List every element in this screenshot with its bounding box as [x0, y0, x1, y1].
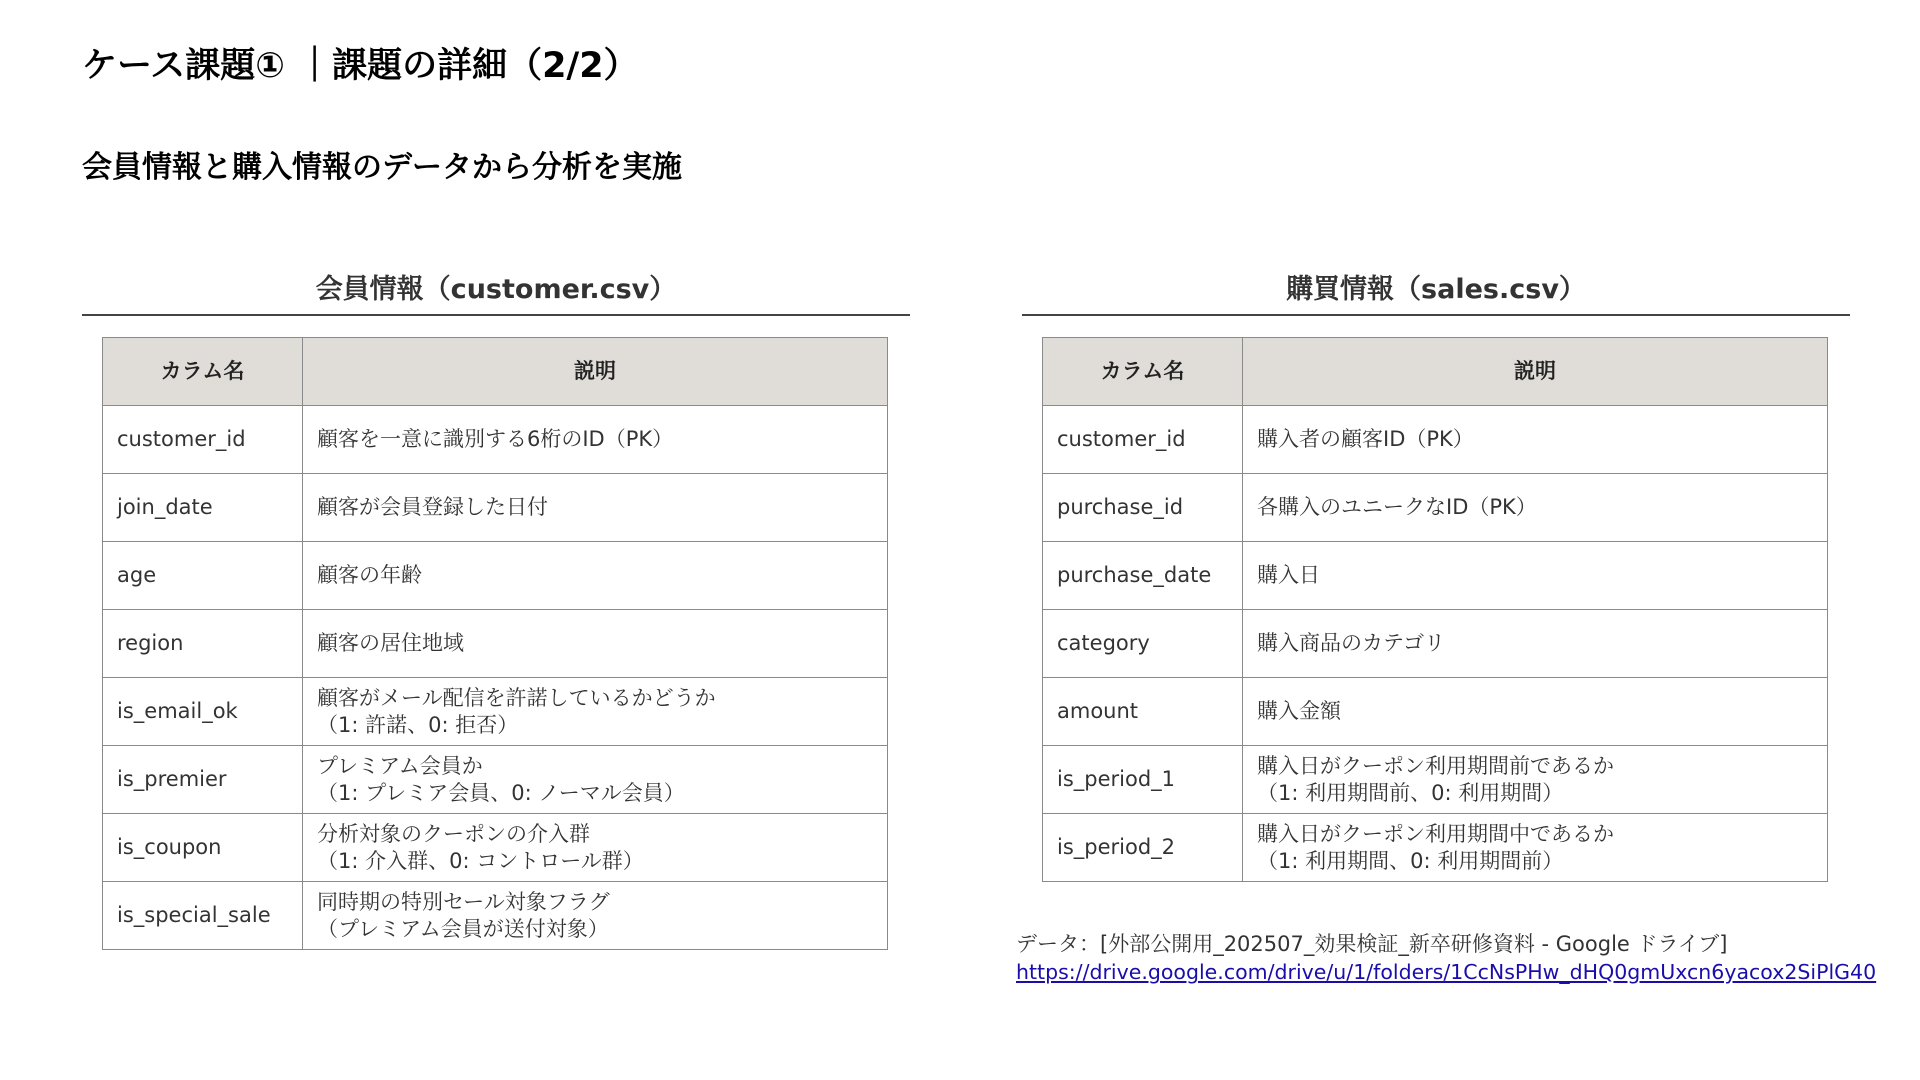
description-line: （1: 利用期間前、0: 利用期間） [1257, 780, 1564, 805]
description-cell [303, 882, 888, 950]
table-row [1043, 746, 1828, 814]
table-row [103, 746, 888, 814]
description-cell [1243, 814, 1828, 882]
description-line: （プレミアム会員が送付対象） [317, 916, 609, 941]
column-name-cell: is_coupon [103, 814, 303, 882]
sales-table-title: 購買情報（sales.csv） [1286, 274, 1586, 305]
column-name-cell: customer_id [1043, 406, 1243, 474]
table-row [103, 814, 888, 882]
description-line: （1: 介入群、0: コントロール群） [317, 848, 644, 873]
description-header: 説明 [1243, 338, 1828, 406]
description-cell [1243, 474, 1828, 542]
description-cell [303, 678, 888, 746]
data-source-link[interactable]: https://drive.google.com/drive/u/1/folders/1CcNsPHw_dHQ0gmUxcn6yacox2SiPlG40 [1016, 960, 1877, 984]
column-name-cell: purchase_id [1043, 474, 1243, 542]
description-cell [303, 542, 888, 610]
table-row [1043, 814, 1828, 882]
table-row [103, 542, 888, 610]
customer-table-title: 会員情報（customer.csv） [315, 274, 677, 305]
description-line: （1: 許諾、0: 拒否） [317, 712, 519, 737]
description-line: （1: プレミア会員、0: ノーマル会員） [317, 780, 685, 805]
page-title: ケース課題① ｜課題の詳細（2/2） [82, 46, 639, 86]
description-line: 顧客の居住地域 [317, 631, 464, 656]
table-row [103, 474, 888, 542]
description-line: 購入日がクーポン利用期間前であるか [1257, 754, 1614, 779]
table-header-row [1043, 338, 1828, 406]
description-cell [1243, 542, 1828, 610]
description-line: 購入日がクーポン利用期間中であるか [1257, 822, 1614, 847]
section-divider [82, 314, 910, 316]
table-row [1043, 474, 1828, 542]
description-line: 顧客の年齢 [317, 563, 422, 588]
description-line: 購入日 [1257, 563, 1320, 588]
description-cell [1243, 678, 1828, 746]
data-source-label: データ：[外部公開用_202507_効果検証_新卒研修資料 - Google ドライブ] [1016, 932, 1728, 956]
description-line: 購入商品のカテゴリ [1257, 631, 1446, 656]
customer-section [82, 270, 910, 941]
description-line: プレミアム会員か [317, 754, 483, 779]
column-name-cell: age [103, 542, 303, 610]
customer-columns-table [102, 337, 888, 950]
description-line: 各購入のユニークなID（PK） [1257, 495, 1537, 520]
table-row [1043, 406, 1828, 474]
column-name-cell: region [103, 610, 303, 678]
description-cell [303, 406, 888, 474]
description-cell [1243, 746, 1828, 814]
page-subtitle: 会員情報と購入情報のデータから分析を実施 [82, 150, 682, 185]
column-name-cell: purchase_date [1043, 542, 1243, 610]
column-name-header: カラム名 [1043, 338, 1243, 406]
description-cell [303, 610, 888, 678]
description-cell [1243, 406, 1828, 474]
column-name-cell: is_premier [103, 746, 303, 814]
description-line: 分析対象のクーポンの介入群 [317, 822, 590, 847]
table-row [103, 882, 888, 950]
description-line: （1: 利用期間、0: 利用期間前） [1257, 848, 1564, 873]
column-name-cell: join_date [103, 474, 303, 542]
description-line: 顧客がメール配信を許諾しているかどうか [317, 686, 716, 711]
table-row [103, 678, 888, 746]
table-header-row [103, 338, 888, 406]
column-name-cell: amount [1043, 678, 1243, 746]
description-cell [303, 474, 888, 542]
description-line: 顧客を一意に識別する6桁のID（PK） [317, 427, 674, 452]
description-line: 顧客が会員登録した日付 [317, 495, 548, 520]
column-name-cell: customer_id [103, 406, 303, 474]
column-name-cell: is_email_ok [103, 678, 303, 746]
table-row [103, 610, 888, 678]
table-row [103, 406, 888, 474]
section-divider [1022, 314, 1850, 316]
column-name-cell: is_period_1 [1043, 746, 1243, 814]
column-name-header: カラム名 [103, 338, 303, 406]
description-line: 同時期の特別セール対象フラグ [317, 890, 610, 915]
description-header: 説明 [303, 338, 888, 406]
description-cell [303, 814, 888, 882]
table-row [1043, 610, 1828, 678]
description-line: 購入金額 [1257, 699, 1341, 724]
column-name-cell: is_special_sale [103, 882, 303, 950]
table-row [1043, 542, 1828, 610]
sales-columns-table [1042, 337, 1828, 882]
data-source-note [1016, 930, 1876, 986]
description-line: 購入者の顧客ID（PK） [1257, 427, 1474, 452]
column-name-cell: category [1043, 610, 1243, 678]
column-name-cell: is_period_2 [1043, 814, 1243, 882]
table-row [1043, 678, 1828, 746]
description-cell [1243, 610, 1828, 678]
sales-section [1022, 270, 1850, 873]
description-cell [303, 746, 888, 814]
